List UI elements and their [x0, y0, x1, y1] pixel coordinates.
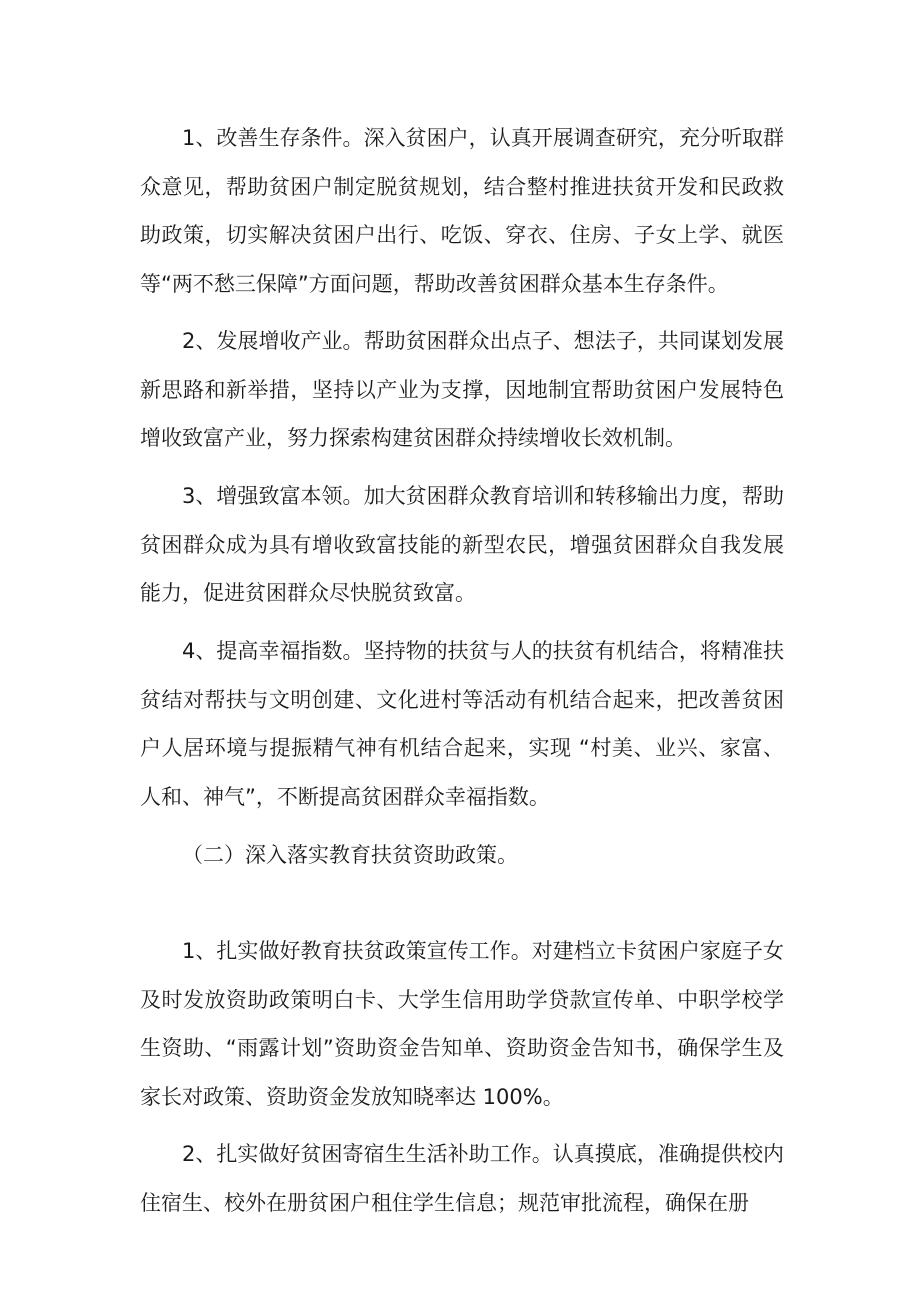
paragraph-enhance-skills: 3、增强致富本领。加大贫困群众教育培训和转移输出力度，帮助贫困群众成为具有增收致富技能的新型农民，增强贫困群众自我发展能力，促进贫困群众尽快脱贫致富。	[140, 484, 784, 605]
paragraph-develop-industry: 2、发展增收产业。帮助贫困群众出点子、想法子，共同谋划发展新思路和新举措，坚持以产业为支撑，因地制宜帮助贫困户发展特色增收致富产业，努力探索构建贫困群众持续增收长效机制。	[140, 329, 784, 450]
paragraph-improve-living-conditions: 1、改善生存条件。深入贫困户，认真开展调查研究，充分听取群众意见，帮助贫困户制定脱贫规划，结合整村推进扶贫开发和民政救助政策，切实解决贫困户出行、吃饭、穿衣、住房、子女上学、就医等“两不愁三保障”方面问题，帮助改善贫困群众基本生存条件。	[140, 126, 784, 296]
paragraph-policy-publicity: 1、扎实做好教育扶贫政策宣传工作。对建档立卡贫困户家庭子女及时发放资助政策明白卡、大学生信用助学贷款宣传单、中职学校学生资助、“雨露计划”资助资金告知单、资助资金告知书，确保学生及家长对政策、资助资金发放知晓率达 100%。	[140, 939, 784, 1109]
paragraph-happiness-index: 4、提高幸福指数。坚持物的扶贫与人的扶贫有机结合，将精准扶贫结对帮扶与文明创建、文化进村等活动有机结合起来，把改善贫困户人居环境与提振精气神有机结合起来，实现 “村美、业兴、家富、人和、神气”，不断提高贫困群众幸福指数。	[140, 639, 784, 809]
section-heading-education-policy: （二）深入落实教育扶贫资助政策。	[182, 843, 518, 867]
paragraph-boarding-subsidy: 2、扎实做好贫困寄宿生生活补助工作。认真摸底，准确提供校内住宿生、校外在册贫困户租住学生信息；规范审批流程，确保在册	[140, 1142, 784, 1215]
